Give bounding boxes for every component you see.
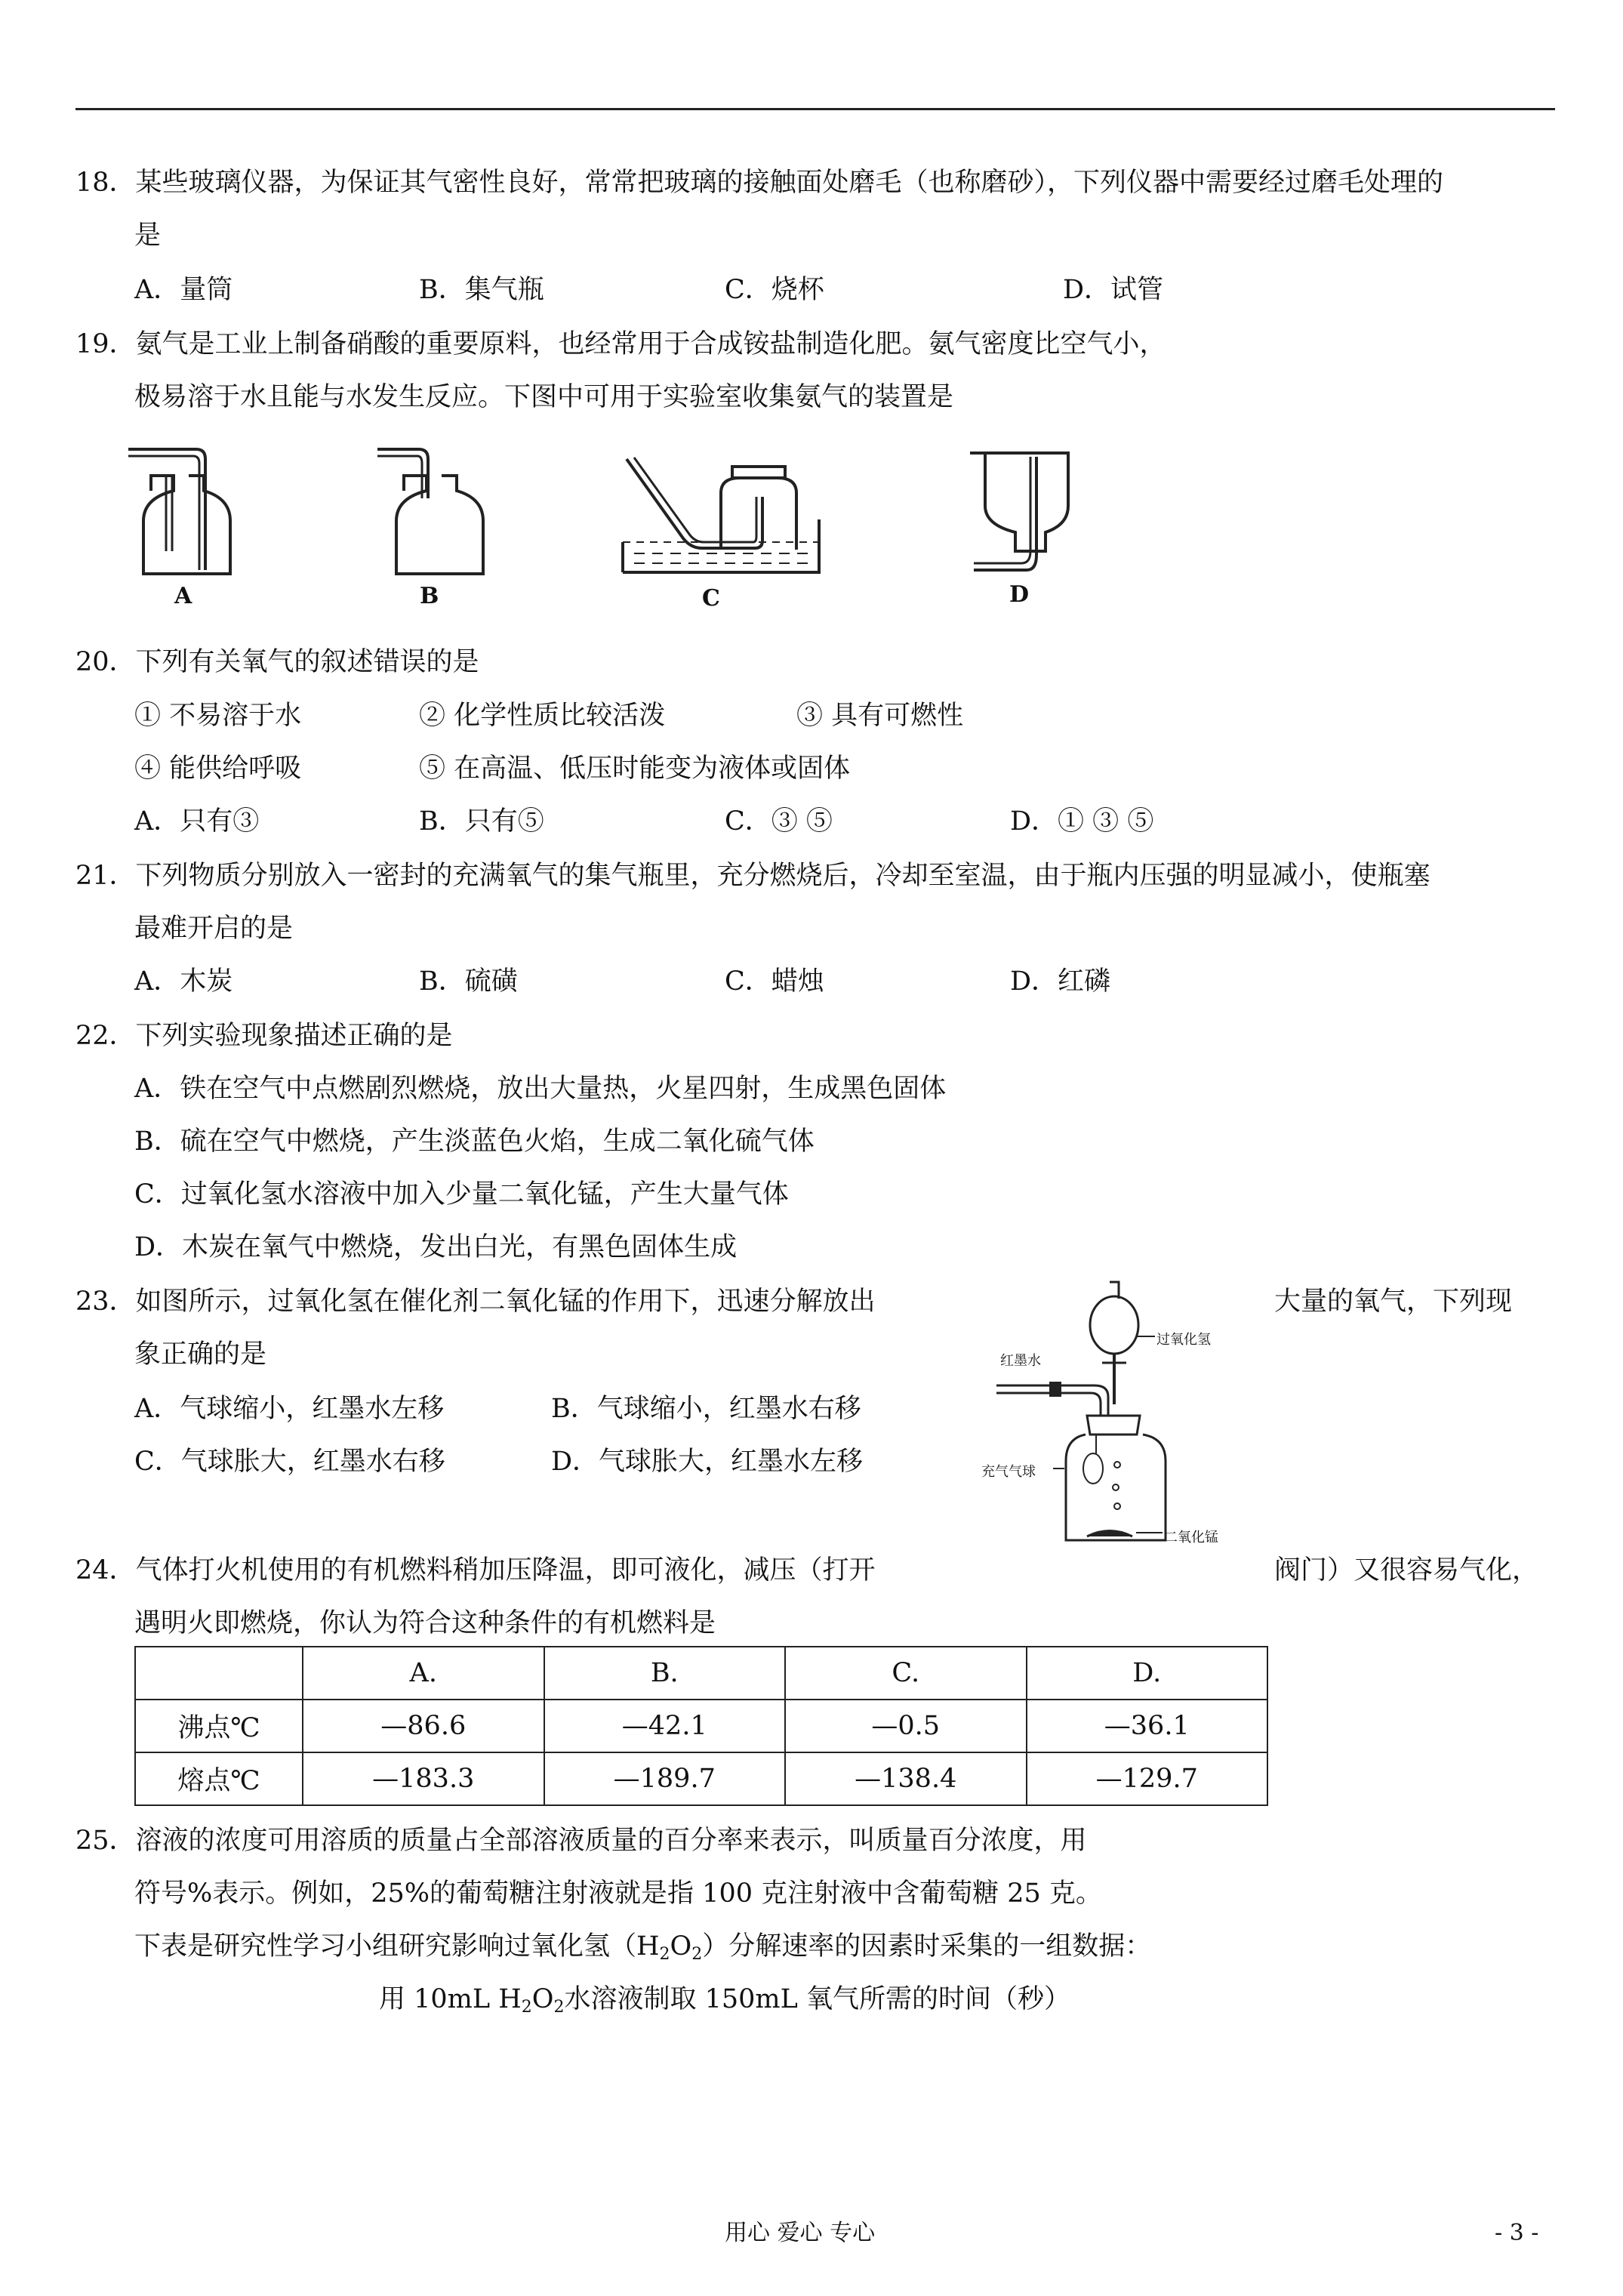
apparatus-d-label: D (1009, 581, 1030, 608)
q24-text2: 遇明火即燃烧，你认为符合这种条件的有机燃料是 (134, 1608, 716, 1638)
q24-text1b: 阀门）又很容易气化， (1274, 1555, 1539, 1586)
q20-line1 (75, 646, 479, 679)
q25-text3b: O (670, 1931, 692, 1962)
table-cell: —138.4 (785, 1752, 1027, 1805)
q19-number: 19． (75, 329, 136, 359)
q25-text1: 溶液的浓度可用溶质的质量占全部溶液质量的百分率来表示，叫质量百分浓度，用 (135, 1826, 1087, 1856)
apparatus-a-diagram (121, 445, 242, 581)
decomposition-apparatus-diagram (981, 1276, 1268, 1555)
q25-text3a: 下表是研究性学习小组研究影响过氧化氢（H (134, 1931, 660, 1962)
q23-number: 23． (75, 1287, 136, 1317)
q20-option-b: B．只有⑤ (419, 806, 544, 837)
q23-text2: 象正确的是 (134, 1339, 267, 1370)
table-row (135, 1752, 1267, 1805)
q18-number: 18． (75, 168, 136, 198)
q22-option-c: C．过氧化氢水溶液中加入少量二氧化锰，产生大量气体 (134, 1179, 789, 1210)
q20-text1: 下列有关氧气的叙述错误的是 (135, 647, 479, 677)
q21-option-c: C．蜡烛 (725, 966, 824, 997)
q19-text1: 氨气是工业上制备硝酸的重要原料，也经常用于合成铵盐制造化肥。氨气密度比空气小， (135, 329, 1166, 359)
q24-line1 (75, 1554, 876, 1587)
q24-number: 24． (75, 1555, 136, 1586)
q25-text2: 符号%表示。例如，25%的葡萄糖注射液就是指 100 克注射液中含葡萄糖 25 克。 (134, 1878, 1102, 1909)
q25-line1 (75, 1824, 1087, 1857)
red-ink-label: 红墨水 (1000, 1353, 1041, 1369)
q21-option-d: D．红磷 (1010, 966, 1111, 997)
fuel-properties-table (134, 1646, 1268, 1806)
q23-option-a: A．气球缩小，红墨水左移 (134, 1394, 445, 1424)
q20-item-1: ① 不易溶于水 (134, 701, 302, 731)
q22-number: 22． (75, 1021, 136, 1051)
q21-text2: 最难开启的是 (134, 914, 294, 944)
q20-option-c: C．③ ⑤ (725, 806, 833, 837)
q19-text2: 极易溶于水且能与水发生反应。下图中可用于实验室收集氨气的装置是 (134, 382, 954, 412)
table-header-cell: A. (303, 1647, 544, 1700)
header-rule (75, 108, 1555, 110)
q25-text3c: ）分解速率的因素时采集的一组数据： (702, 1931, 1152, 1962)
apparatus-c-label: C (702, 585, 720, 612)
table-row-label: 沸点℃ (135, 1700, 303, 1752)
caption-part-b: O (531, 1984, 554, 2014)
q21-option-a: A．木炭 (134, 966, 233, 997)
balloon-label: 充气气球 (981, 1464, 1036, 1480)
q25-subscript: 2 (691, 1945, 703, 1964)
q18-text2: 是 (134, 220, 162, 251)
table-cell: —86.6 (303, 1700, 544, 1752)
page-number: - 3 - (1495, 2220, 1539, 2246)
q20-item-5: ⑤ 在高温、低压时能变为液体或固体 (419, 754, 851, 784)
table-cell: —129.7 (1027, 1752, 1268, 1805)
q18-option-c: C．烧杯 (725, 275, 824, 305)
table-header-cell: D. (1027, 1647, 1268, 1700)
table-cell: —42.1 (544, 1700, 786, 1752)
q23-option-d: D．气球胀大，红墨水左移 (551, 1447, 864, 1477)
q24-text1a: 气体打火机使用的有机燃料稍加压降温，即可液化，减压（打开 (135, 1555, 876, 1586)
q19-line1 (75, 328, 1166, 361)
q22-option-a: A．铁在空气中点燃剧烈燃烧，放出大量热，火星四射，生成黑色固体 (134, 1074, 947, 1104)
q22-line1 (75, 1019, 453, 1052)
q20-item-4: ④ 能供给呼吸 (134, 754, 302, 784)
q23-text1b: 大量的氧气，下列现 (1274, 1287, 1513, 1317)
caption-part-a: 用 10mL H (379, 1984, 522, 2014)
hydrogen-peroxide-label: 过氧化氢 (1156, 1332, 1211, 1348)
apparatus-a-label: A (174, 583, 192, 609)
q21-option-b: B．硫磺 (419, 966, 518, 997)
caption-part-c: 水溶液制取 150mL 氧气所需的时间（秒） (564, 1984, 1070, 2014)
caption-subscript: 2 (553, 1998, 565, 2017)
q21-line1 (75, 859, 1431, 892)
q18-line1 (75, 166, 1443, 199)
q22-text1: 下列实验现象描述正确的是 (135, 1021, 453, 1051)
q20-item-2: ② 化学性质比较活泼 (419, 701, 666, 731)
q18-option-d: D．试管 (1063, 275, 1164, 305)
caption-subscript: 2 (521, 1998, 532, 2017)
table-header-cell: C. (785, 1647, 1027, 1700)
q25-number: 25． (75, 1826, 136, 1856)
table-cell: —183.3 (303, 1752, 544, 1805)
q18-option-a: A．量筒 (134, 275, 233, 305)
q21-number: 21． (75, 861, 136, 891)
table-header-cell (135, 1647, 303, 1700)
table-cell: —36.1 (1027, 1700, 1268, 1752)
q23-option-b: B．气球缩小，红墨水右移 (551, 1394, 861, 1424)
apparatus-d-diagram (962, 445, 1083, 581)
q20-option-a: A．只有③ (134, 806, 260, 837)
q18-option-b: B．集气瓶 (419, 275, 544, 305)
q25-subscript: 2 (659, 1945, 670, 1964)
q18-text1: 某些玻璃仪器，为保证其气密性良好，常常把玻璃的接触面处磨毛（也称磨砂），下列仪器中需要经过磨毛处理的 (135, 168, 1444, 198)
q23-text1a: 如图所示，过氧化氢在催化剂二氧化锰的作用下，迅速分解放出 (135, 1287, 876, 1317)
footer-motto: 用心 爱心 专心 (725, 2220, 876, 2246)
apparatus-b-diagram (374, 445, 494, 581)
q25-table-caption (379, 1983, 1070, 2024)
q21-text1: 下列物质分别放入一密封的充满氧气的集气瓶里，充分燃烧后，冷却至室温，由于瓶内压强的明显减小，使瓶塞 (135, 861, 1431, 891)
q22-option-d: D．木炭在氧气中燃烧，发出白光，有黑色固体生成 (134, 1232, 738, 1262)
manganese-dioxide-label: 二氧化锰 (1164, 1530, 1218, 1546)
q20-option-d: D．① ③ ⑤ (1010, 806, 1154, 837)
q20-number: 20． (75, 647, 136, 677)
q22-option-b: B．硫在空气中燃烧，产生淡蓝色火焰，生成二氧化硫气体 (134, 1126, 815, 1157)
table-cell: —0.5 (785, 1700, 1027, 1752)
q23-line1 (75, 1285, 876, 1318)
table-header-cell: B. (544, 1647, 786, 1700)
q23-option-c: C．气球胀大，红墨水右移 (134, 1447, 445, 1477)
apparatus-c-diagram (619, 451, 830, 587)
table-row (135, 1700, 1267, 1752)
q25-text3 (134, 1930, 1151, 1971)
table-header-row (135, 1647, 1267, 1700)
table-row-label: 熔点℃ (135, 1752, 303, 1805)
q20-item-3: ③ 具有可燃性 (796, 701, 964, 731)
apparatus-b-label: B (420, 583, 439, 609)
table-cell: —189.7 (544, 1752, 786, 1805)
